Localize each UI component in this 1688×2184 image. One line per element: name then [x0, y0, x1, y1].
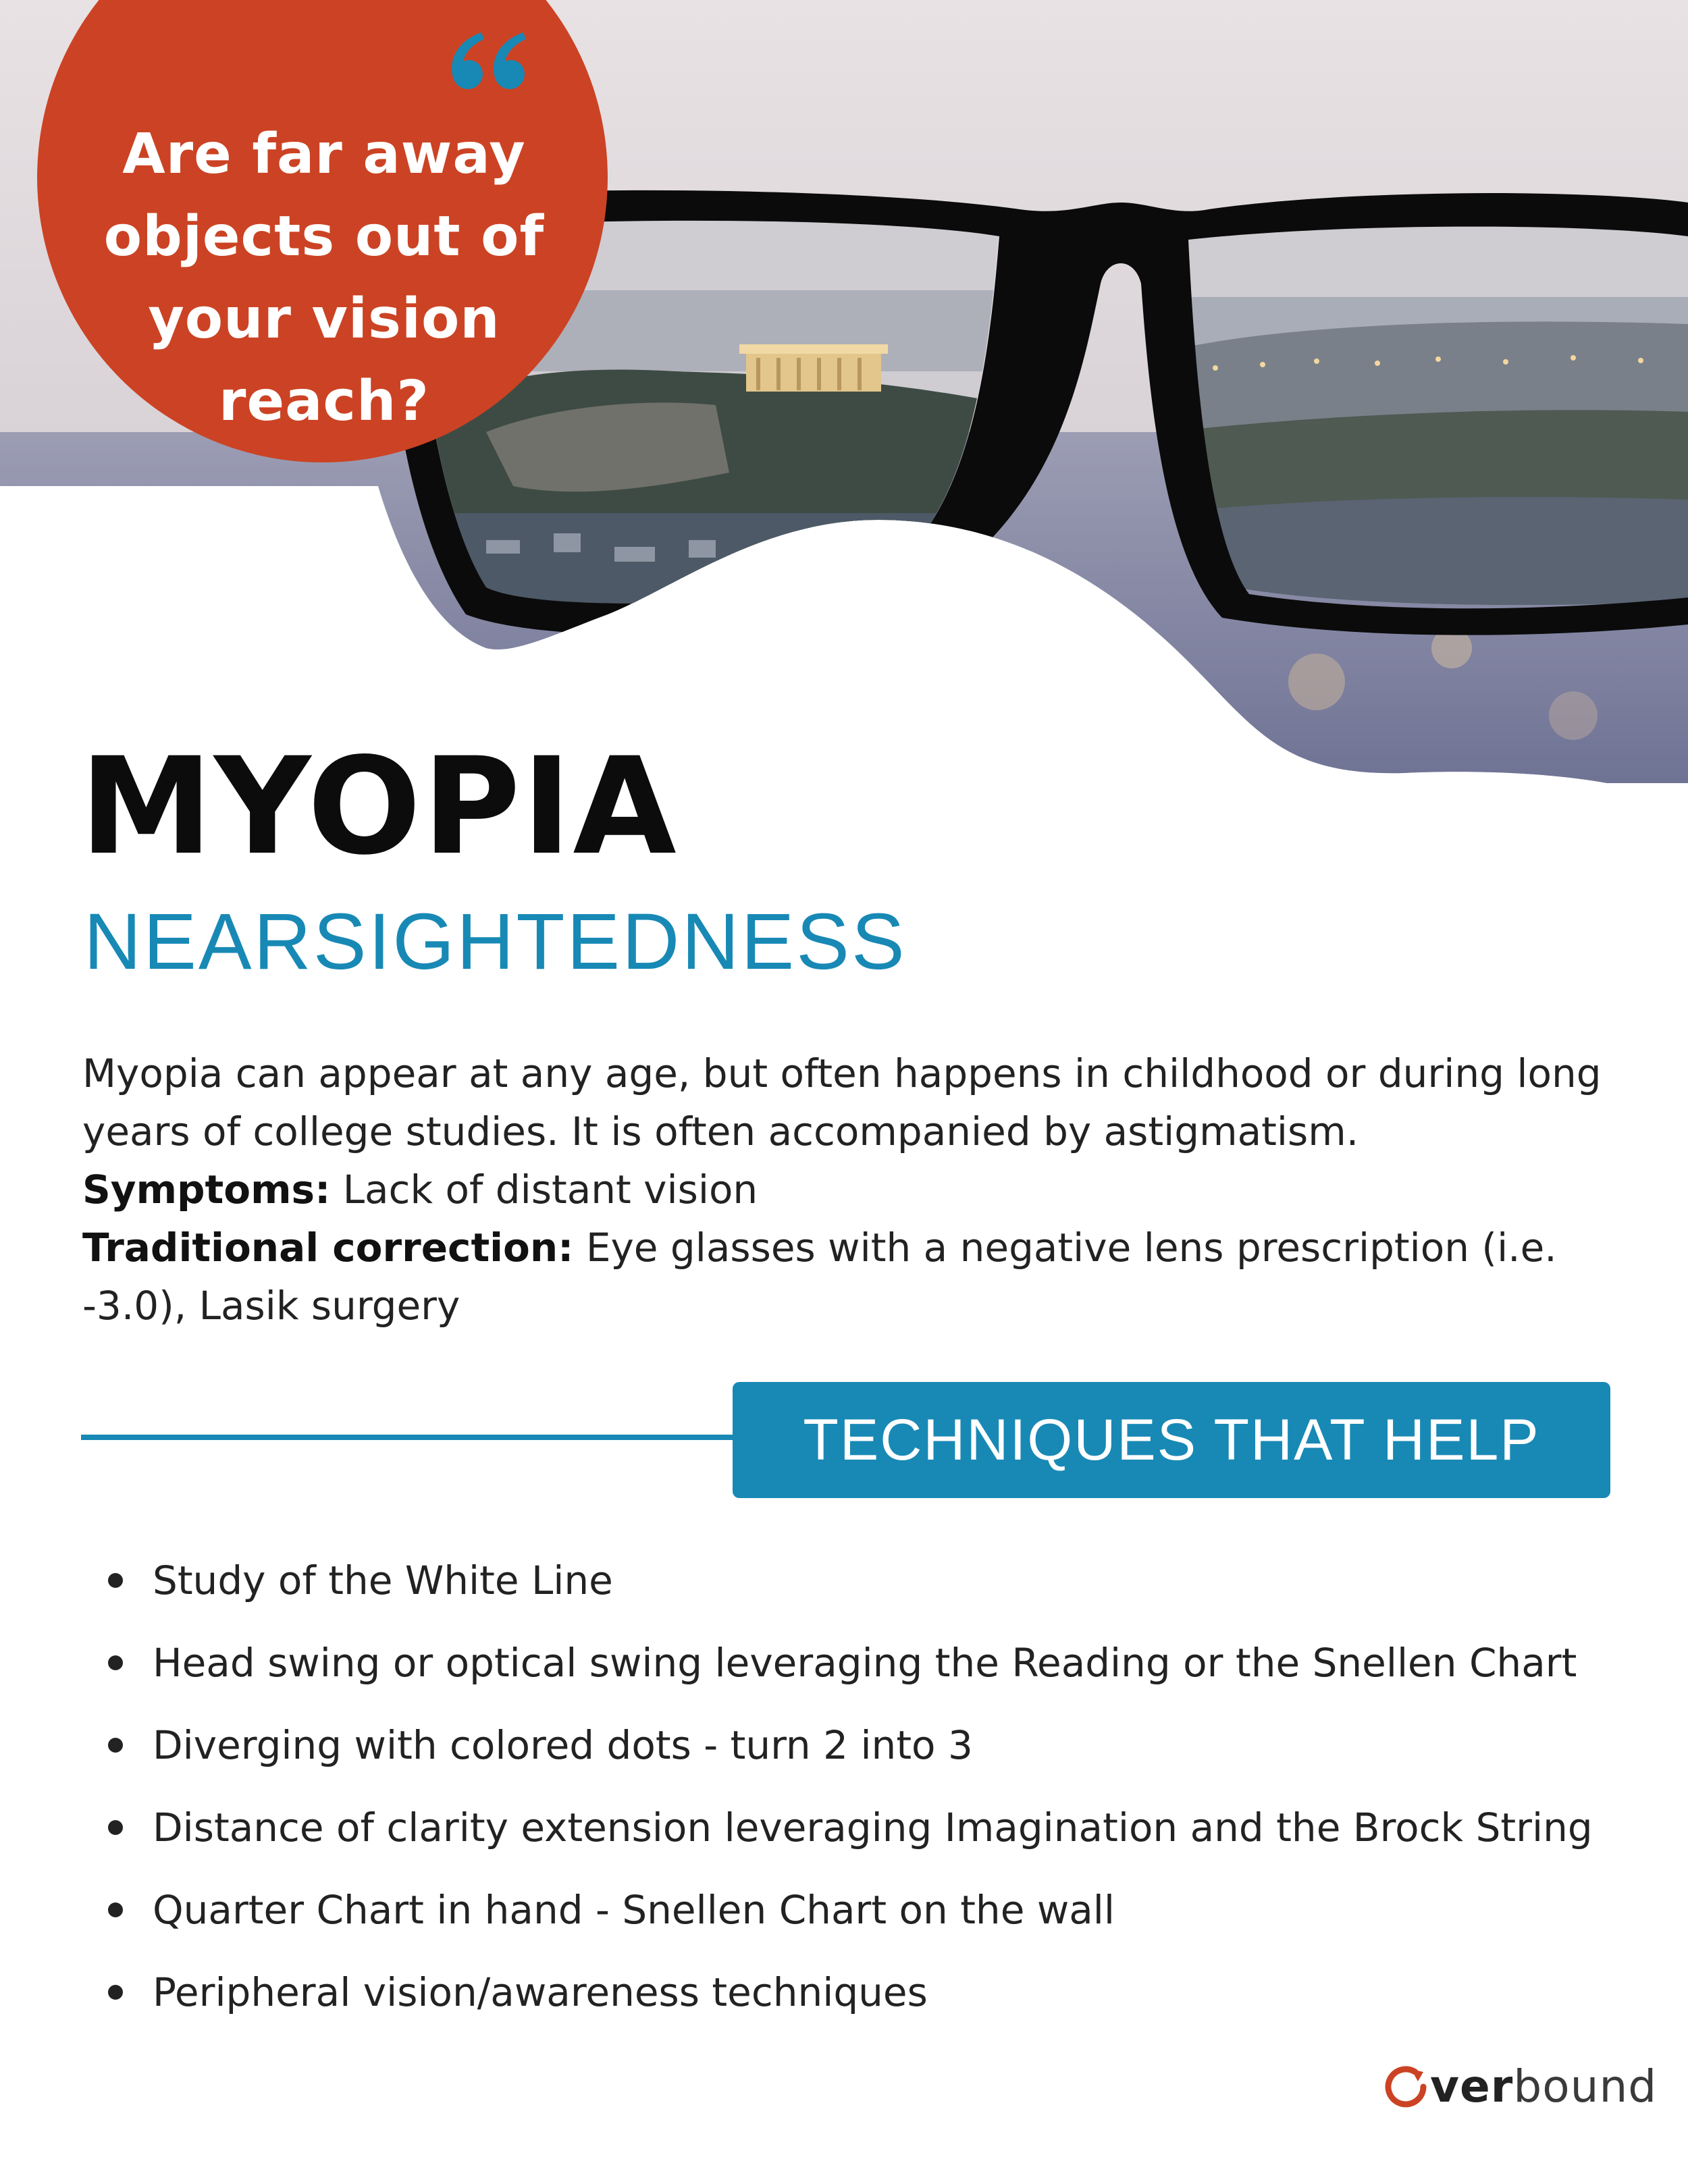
divider-line — [81, 1435, 749, 1440]
correction-line — [82, 1219, 1635, 1335]
techniques-heading: TECHNIQUES THAT HELP — [733, 1382, 1610, 1498]
bullet-icon — [108, 1902, 123, 1917]
list-item-text: Head swing or optical swing leveraging the Reading or the Snellen Chart — [153, 1640, 1577, 1686]
list-item-text: Peripheral vision/awareness techniques — [153, 1969, 928, 2015]
bullet-icon — [108, 1820, 123, 1835]
list-item — [108, 1539, 1647, 1622]
brand-wordmark — [1430, 2060, 1657, 2112]
list-item — [108, 1622, 1647, 1704]
brand-bold: ver — [1430, 2060, 1514, 2112]
list-item-text: Study of the White Line — [153, 1557, 613, 1603]
bullet-icon — [108, 1738, 123, 1753]
correction-text: Eye glasses with a negative lens prescription (i.e. -3.0), Lasik surgery — [82, 1225, 1557, 1329]
symptoms-text: Lack of distant vision — [330, 1167, 758, 1213]
brand-rest: bound — [1513, 2060, 1658, 2112]
list-item-text: Quarter Chart in hand - Snellen Chart on the wall — [153, 1887, 1115, 1933]
quote-mark-icon — [449, 27, 527, 91]
bullet-icon — [108, 1573, 123, 1588]
list-item — [108, 1786, 1647, 1869]
overbound-logo-icon — [1384, 2064, 1429, 2108]
symptoms-line — [82, 1161, 1635, 1219]
list-item — [108, 1951, 1647, 2033]
brand-logo — [1384, 2056, 1657, 2116]
page-subtitle: NEARSIGHTEDNESS — [84, 897, 907, 986]
symptoms-label: Symptoms: — [82, 1167, 331, 1213]
intro-paragraph: Myopia can appear at any age, but often happens in childhood or during long years of college studies. It is often accompanied by astigmatism. — [82, 1050, 1602, 1154]
list-item-text: Distance of clarity extension leveraging Imagination and the Brock String — [153, 1805, 1593, 1850]
hero-quote: Are far away objects out of your vision reach? — [103, 122, 545, 433]
list-item — [108, 1869, 1647, 1951]
page-title: MYOPIA — [80, 728, 678, 884]
list-item — [108, 1704, 1647, 1786]
techniques-list — [108, 1539, 1647, 2033]
body-copy — [82, 1044, 1635, 1335]
list-item-text: Diverging with colored dots - turn 2 into 3 — [153, 1722, 973, 1768]
bullet-icon — [108, 1655, 123, 1670]
bullet-icon — [108, 1985, 123, 2000]
correction-label: Traditional correction: — [82, 1225, 574, 1271]
